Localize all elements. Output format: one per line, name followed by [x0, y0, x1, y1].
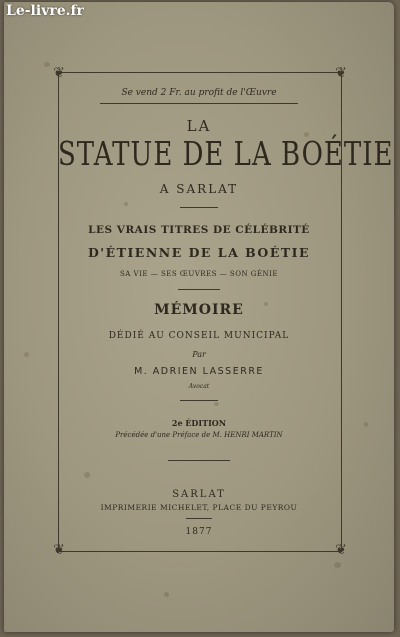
title-article: LA [186, 117, 212, 135]
divider [100, 103, 298, 104]
page-title: STATUE DE LA BOÉTIE [58, 136, 394, 174]
divider [186, 518, 212, 519]
corner-ornament-icon: ❦ [53, 65, 65, 81]
edition-label: 2e ÉDITION [171, 418, 227, 428]
foxing-spot [334, 562, 341, 568]
corner-ornament-icon: ❦ [53, 542, 65, 558]
publication-year: 1877 [185, 527, 213, 537]
divider [178, 289, 220, 290]
divider [168, 460, 230, 461]
author-name: M. ADRIEN LASSERRE [134, 366, 264, 377]
foxing-spot [24, 352, 29, 357]
foxing-spot [364, 422, 368, 427]
author-title: Avocat [188, 383, 210, 390]
topics-line: SA VIE — SES ŒUVRES — SON GÉNIE [119, 270, 278, 278]
corner-ornament-icon: ❦ [335, 65, 347, 81]
title-location: A SARLAT [159, 182, 239, 196]
foxing-spot [164, 592, 169, 597]
divider [180, 207, 218, 208]
watermark-logo: Le-livre.fr [6, 3, 84, 19]
divider [180, 400, 218, 401]
subtitle: LES VRAIS TITRES DE CÉLÉBRITÉ [88, 224, 310, 236]
printer-name: IMPRIMERIE MICHELET, PLACE DU PEYROU [100, 503, 298, 512]
by-label: Par [192, 350, 206, 359]
preface-note: Précédée d'une Préface de M. HENRI MARTIN [115, 431, 283, 439]
memoire-heading: MÉMOIRE [154, 302, 244, 318]
subject-name: D'ÉTIENNE DE LA BOÉTIE [87, 245, 311, 260]
price-note: Se vend 2 Fr. au profit de l'Œuvre [121, 88, 277, 98]
publisher-city: SARLAT [172, 489, 226, 500]
dedication: DÉDIÉ AU CONSEIL MUNICIPAL [108, 331, 290, 341]
corner-ornament-icon: ❦ [335, 542, 347, 558]
